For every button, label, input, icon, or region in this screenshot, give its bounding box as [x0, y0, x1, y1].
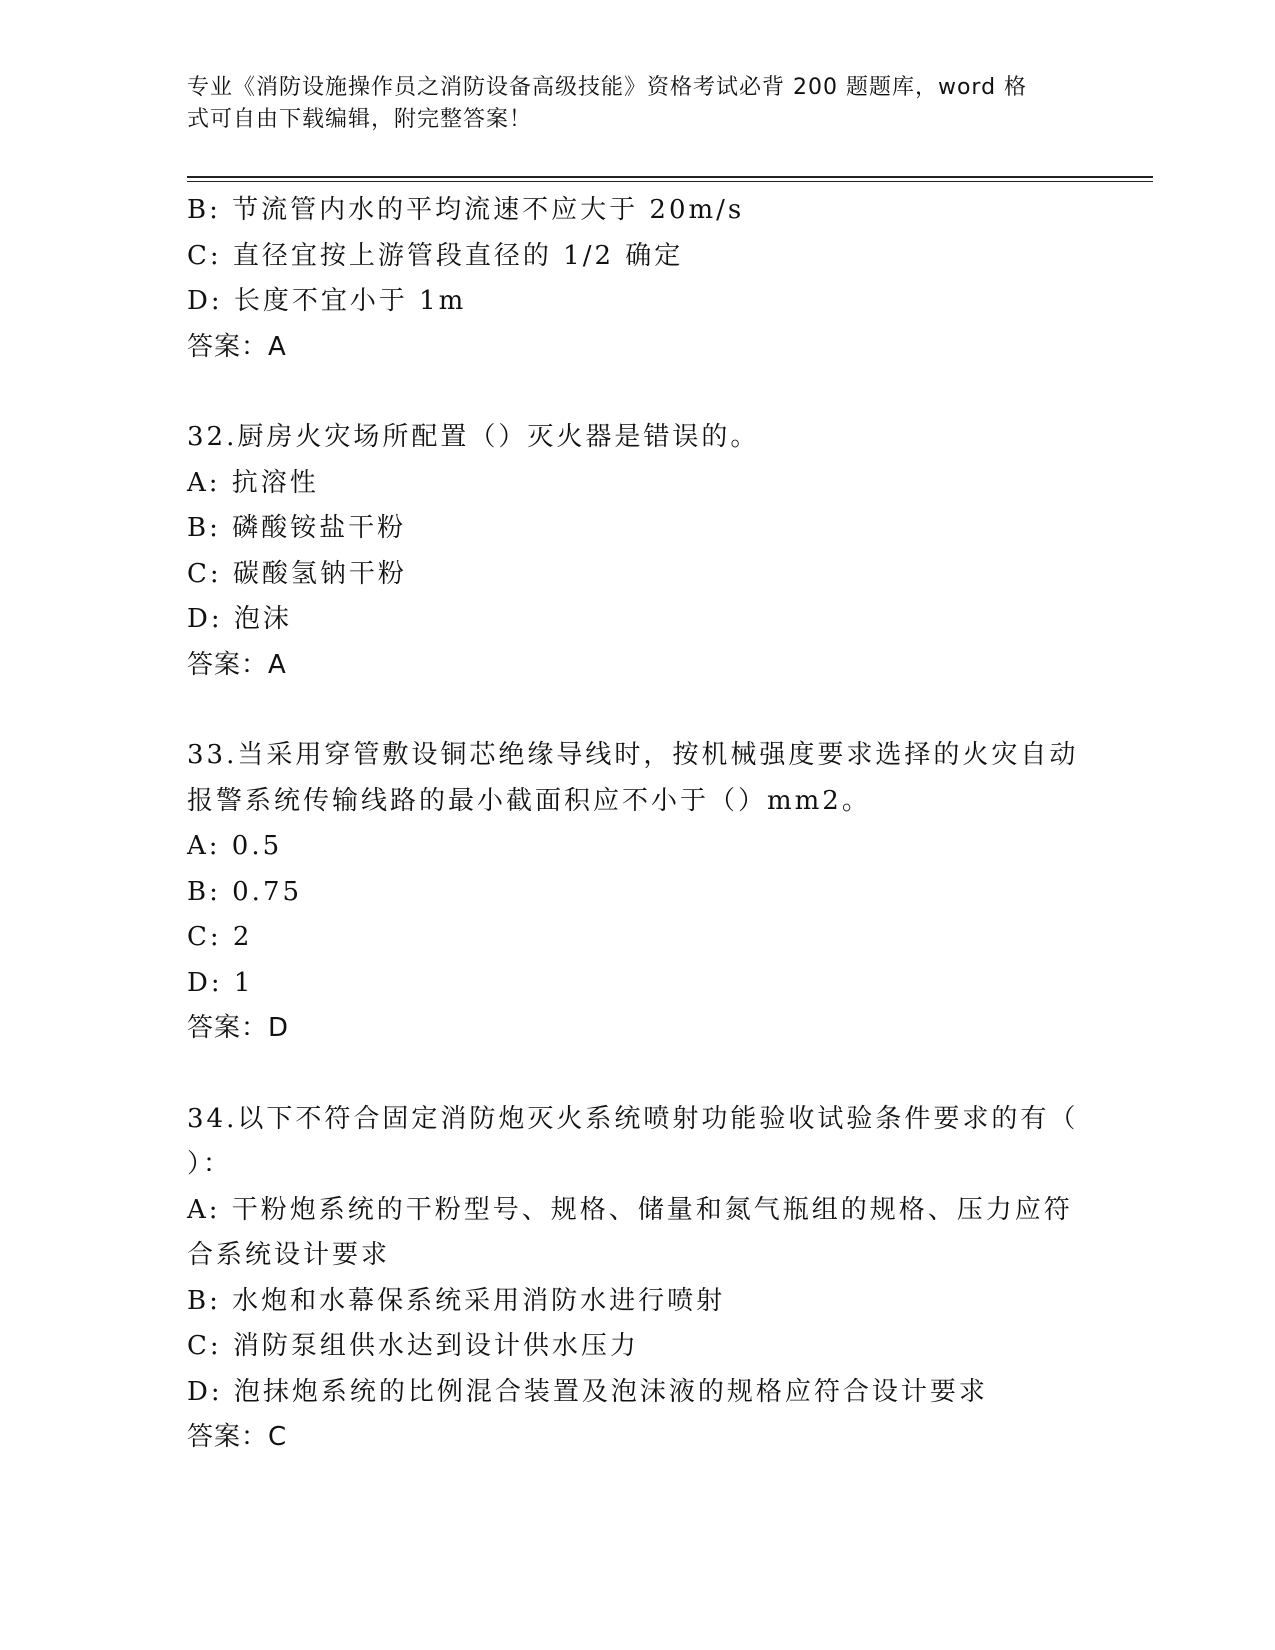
question-32	[187, 415, 1087, 688]
option-c: C: 直径宜按上游管段直径的 1/2 确定	[187, 240, 684, 271]
option-a: A: 0.5	[187, 831, 283, 861]
option-d: D: 泡抹炮系统的比例混合装置及泡沫液的规格应符合设计要求	[187, 1376, 988, 1407]
option-a-line-1: A: 干粉炮系统的干粉型号、规格、储量和氮气瓶组的规格、压力应符	[187, 1194, 1073, 1225]
question-stem-line-1: 33.当采用穿管敷设铜芯绝缘导线时，按机械强度要求选择的火灾自动	[187, 740, 1079, 770]
answer-33: 答案：D	[187, 1013, 290, 1043]
header-divider-thin	[187, 181, 1153, 182]
question-34	[187, 1097, 1087, 1461]
header-line-1: 专业《消防设施操作员之消防设备高级技能》资格考试必背 200 题题库，word 格	[187, 75, 1028, 100]
answer-32: 答案：A	[187, 649, 287, 680]
option-d: D: 泡沫	[187, 604, 292, 634]
question-stem-line-1: 34.以下不符合固定消防炮灭火系统喷射功能验收试验条件要求的有（	[187, 1103, 1079, 1134]
question-stem-line-2: 报警系统传输线路的最小截面积应不小于（）mm2。	[187, 785, 871, 816]
header-line-2: 式可自由下载编辑，附完整答案！	[187, 107, 533, 132]
option-b: B: 0.75	[187, 876, 303, 907]
option-a-line-2: 合系统设计要求	[187, 1240, 391, 1270]
header-divider-thick	[187, 176, 1153, 178]
answer-31: 答案：A	[187, 331, 287, 362]
option-c: C: 碳酸氢钠干粉	[187, 558, 407, 589]
question-list	[187, 188, 1087, 1461]
option-c: C: 消防泵组供水达到设计供水压力	[187, 1331, 639, 1361]
option-d: D: 1	[187, 967, 254, 998]
question-33	[187, 733, 1087, 1052]
option-b: B: 磷酸铵盐干粉	[187, 513, 407, 543]
option-a: A: 抗溶性	[187, 467, 319, 498]
option-c: C: 2	[187, 922, 253, 952]
question-31	[187, 188, 1087, 370]
option-b: B: 水炮和水幕保系统采用消防水进行喷射	[187, 1285, 726, 1316]
option-b: B: 节流管内水的平均流速不应大于 20m/s	[187, 195, 745, 225]
question-stem: 32.厨房火灾场所配置（）灭火器是错误的。	[187, 422, 760, 452]
option-d: D: 长度不宜小于 1m	[187, 286, 467, 316]
document-header	[187, 72, 1067, 136]
answer-34: 答案：C	[187, 1422, 288, 1452]
question-stem-line-2: ）：	[187, 1149, 233, 1179]
